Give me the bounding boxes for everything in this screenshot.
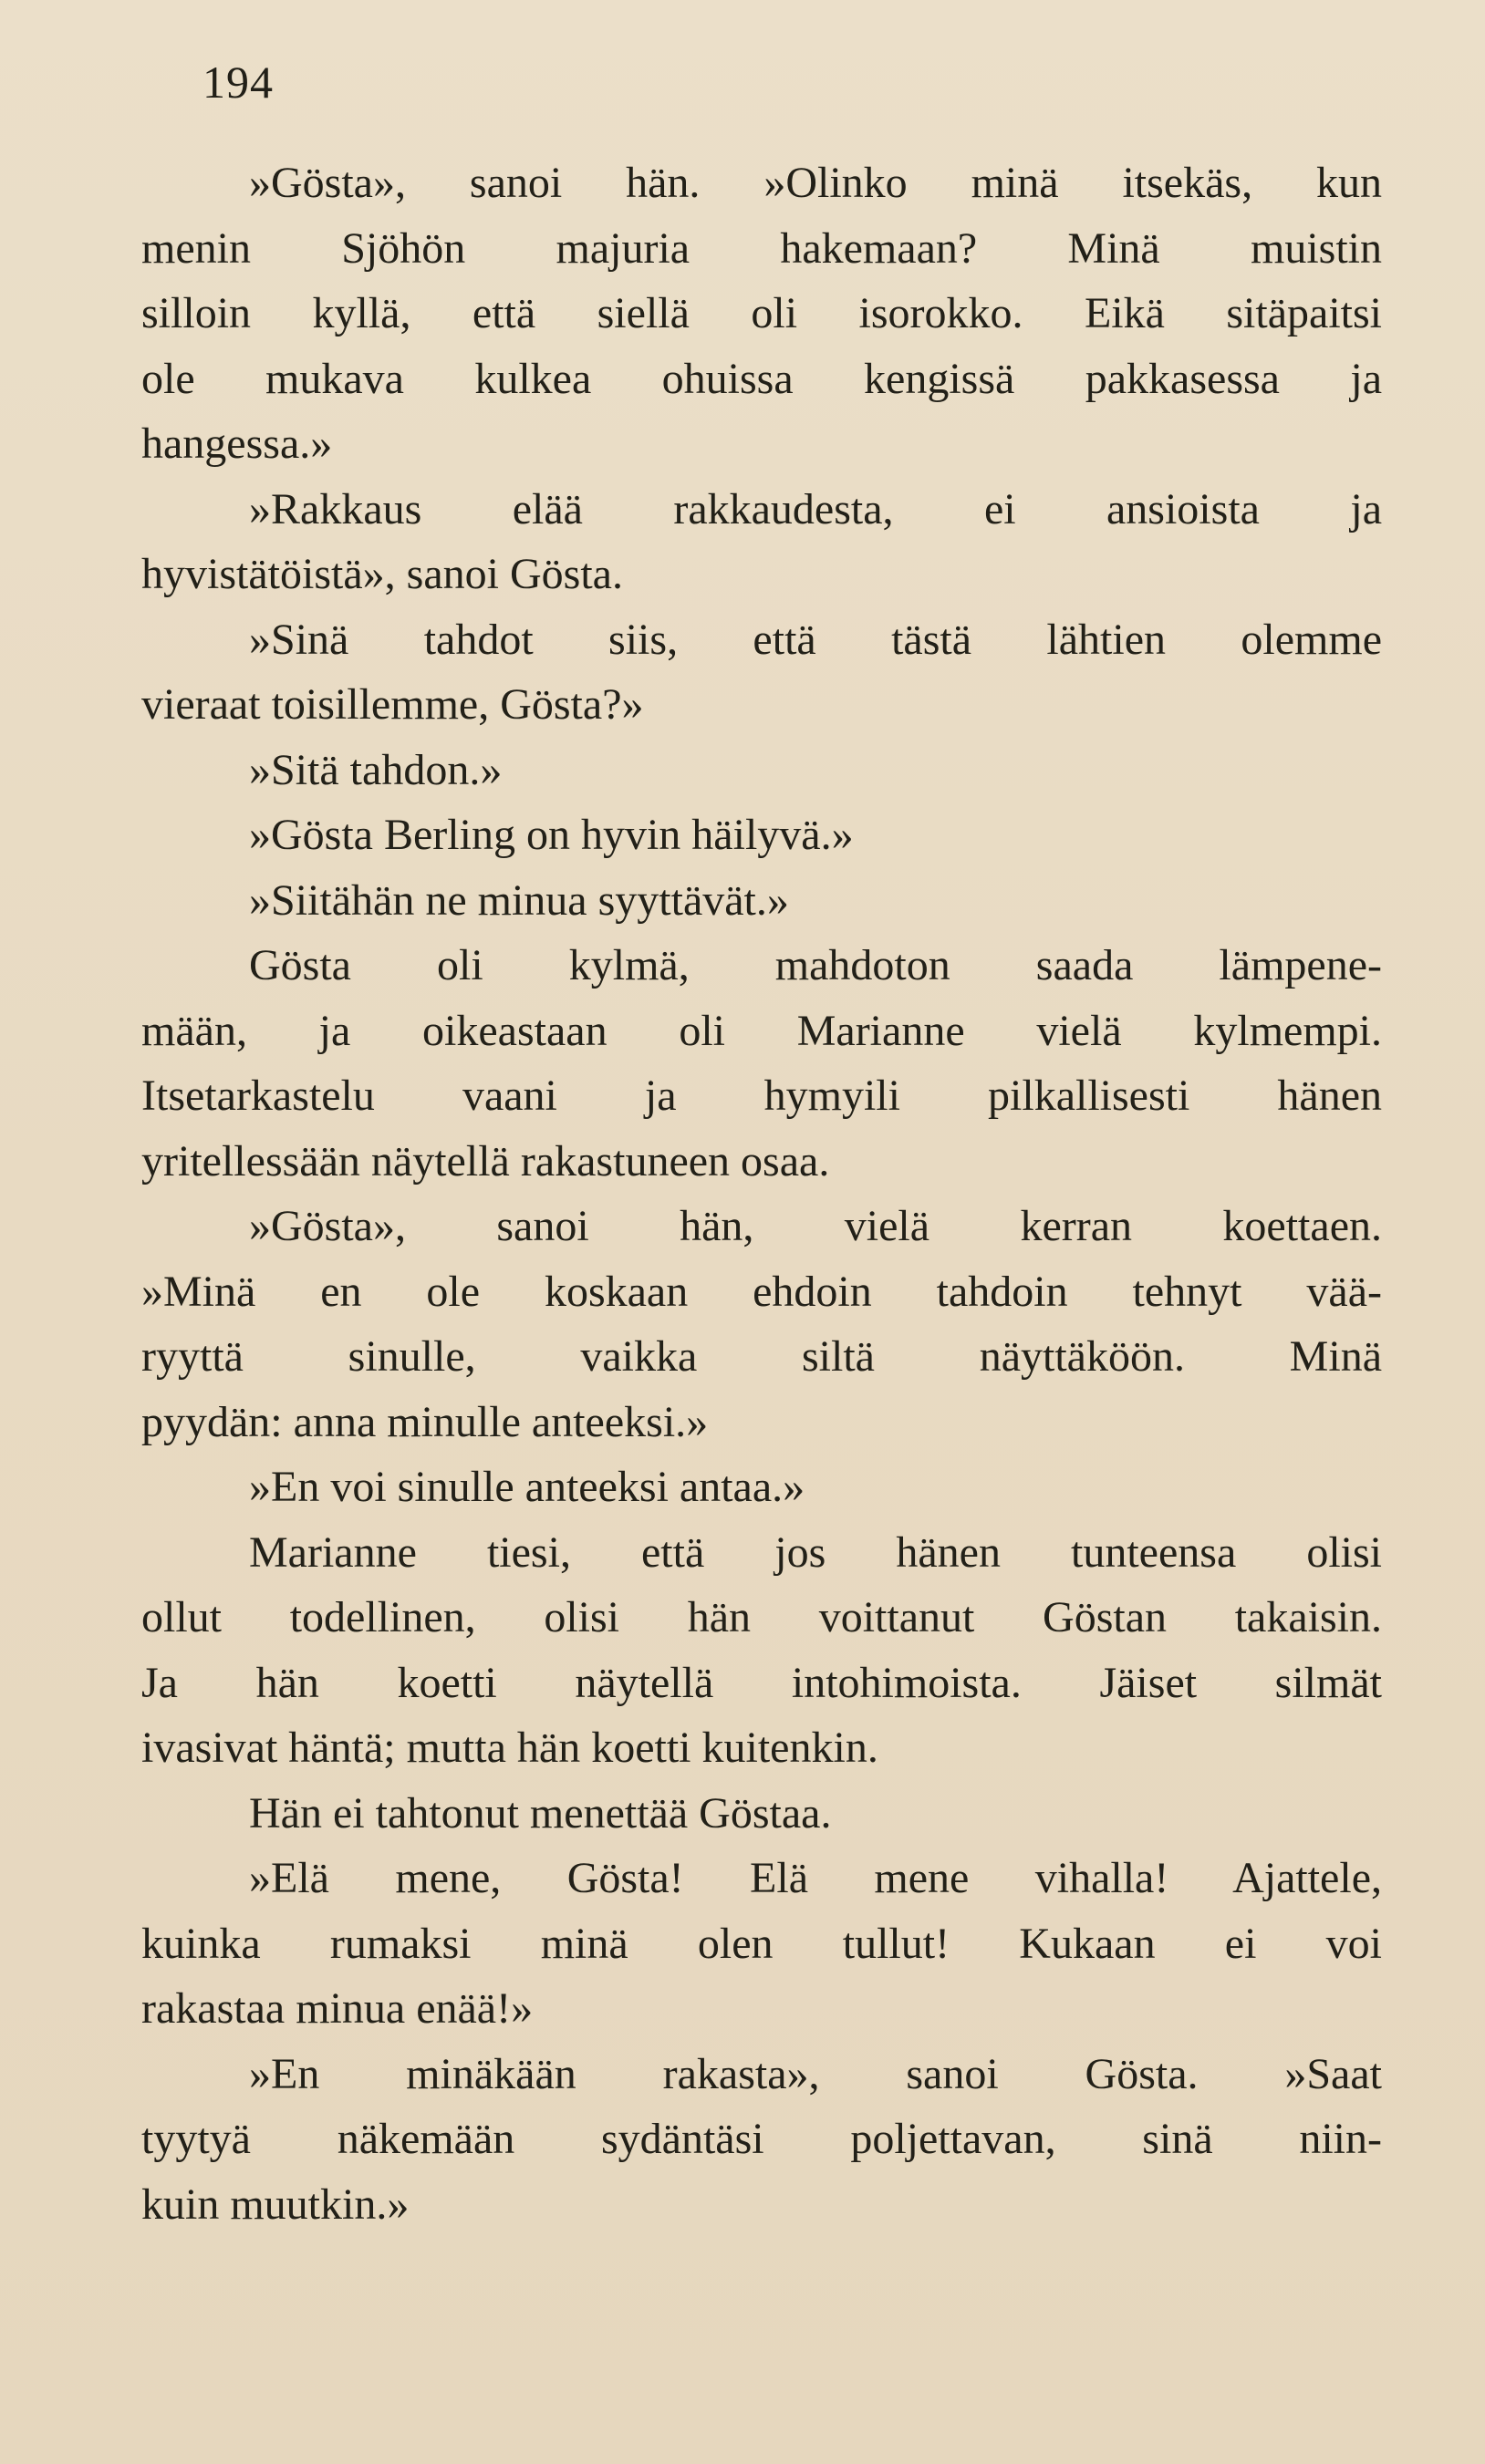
text-line: tyytyä näkemään sydäntäsi poljettavan, sinä niin- <box>141 2115 1382 2163</box>
text-line: pyydän: anna minulle anteeksi.» <box>141 1397 709 1446</box>
text-line: »En minäkään rakasta», sanoi Gösta. »Saat <box>249 2049 1382 2098</box>
text-line: hangessa.» <box>141 419 333 468</box>
text-line: Ja hän koetti näytellä intohimoista. Jäiset silmät <box>141 1658 1382 1707</box>
text-line: ollut todellinen, olisi hän voittanut Göstan takaisin. <box>141 1593 1382 1641</box>
text-line: »Sinä tahdot siis, että tästä lähtien olemme <box>249 615 1382 664</box>
text-line: »Siitähän ne minua syyttävät.» <box>249 875 789 925</box>
text-line: »Gösta», sanoi hän. »Olinko minä itsekäs, kun <box>249 159 1382 207</box>
text-line: »Elä mene, Gösta! Elä mene vihalla! Ajattele, <box>249 1854 1382 1902</box>
text-line: vieraat toisillemme, Gösta?» <box>141 680 644 729</box>
text-line: kuinka rumaksi minä olen tullut! Kukaan ei voi <box>141 1919 1382 1968</box>
text-line: Marianne tiesi, että jos hänen tunteensa olisi <box>249 1527 1382 1577</box>
text-line: »Gösta», sanoi hän, vielä kerran koettaen. <box>249 1202 1382 1250</box>
body-text <box>141 150 1382 2237</box>
text-line: »En voi sinulle anteeksi antaa.» <box>249 1463 805 1511</box>
text-line: »Gösta Berling on hyvin häilyvä.» <box>249 811 854 859</box>
text-line: ivasivat häntä; mutta hän koetti kuitenkin. <box>141 1724 878 1772</box>
text-line: »Rakkaus elää rakkaudesta, ei ansioista ja <box>249 484 1382 533</box>
text-line: Itsetarkastelu vaani ja hymyili pilkallisesti hänen <box>141 1072 1382 1120</box>
text-line: menin Sjöhön majuria hakemaan? Minä muistin <box>141 223 1382 273</box>
text-line: »Sitä tahdon.» <box>249 745 503 794</box>
text-line: Gösta oli kylmä, mahdoton saada lämpene- <box>249 941 1382 989</box>
page-number: 194 <box>202 57 274 108</box>
text-line: »Minä en ole koskaan ehdoin tahdoin tehnyt vää- <box>141 1267 1382 1316</box>
text-line: silloin kyllä, että siellä oli isorokko. Eikä sitäpaitsi <box>141 289 1382 337</box>
text-line: Hän ei tahtonut menettää Göstaa. <box>249 1788 832 1838</box>
text-line: ole mukava kulkea ohuissa kengissä pakkasessa ja <box>141 354 1382 403</box>
text-line: kuin muutkin.» <box>141 2179 410 2229</box>
text-line: mään, ja oikeastaan oli Marianne vielä kylmempi. <box>141 1006 1382 1055</box>
text-line: rakastaa minua enää!» <box>141 1984 534 2033</box>
text-line: yritellessään näytellä rakastuneen osaa. <box>141 1136 830 1185</box>
text-line: hyvistätöistä», sanoi Gösta. <box>141 550 623 598</box>
text-line: ryyttä sinulle, vaikka siltä näyttäköön. Minä <box>141 1332 1382 1381</box>
